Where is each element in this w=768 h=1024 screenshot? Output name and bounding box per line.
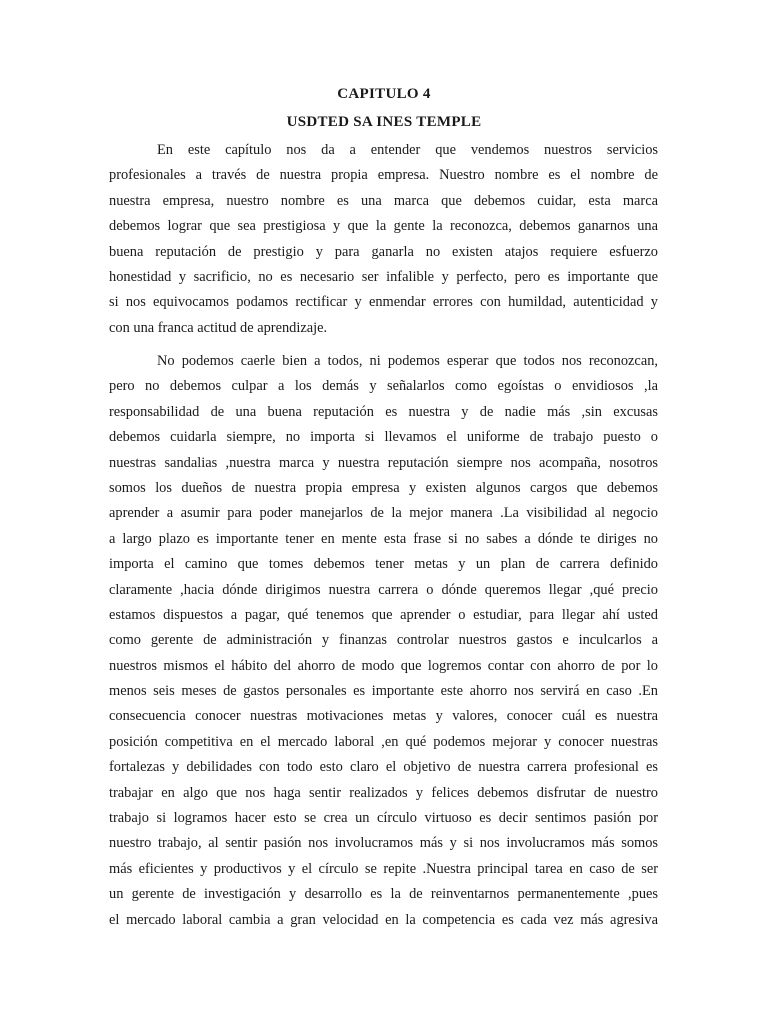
paragraph-line: fortalezas y debilidades con todo esto claro el objetivo de nuestra carrera profesional es bbox=[109, 759, 658, 776]
paragraph-line: claramente ,hacia dónde dirigimos nuestra carrera o dónde queremos llegar ,qué precio bbox=[109, 581, 658, 598]
paragraph-line: nuestros mismos el hábito del ahorro de modo que logremos contar con ahorro de por lo bbox=[109, 657, 658, 674]
paragraph-line: trabajo si logramos hacer esto se crea un círculo virtuoso es decir sentimos pasión por bbox=[109, 810, 658, 827]
paragraph-line: profesionales a través de nuestra propia empresa. Nuestro nombre es el nombre de bbox=[109, 167, 658, 184]
paragraph-line: nuestras sandalias ,nuestra marca y nuestra reputación siempre nos acompaña, nosotros bbox=[109, 454, 658, 471]
paragraph-line: honestidad y sacrificio, no es necesario ser infalible y perfecto, pero es importante que bbox=[109, 268, 658, 285]
paragraph-line: No podemos caerle bien a todos, ni podemos esperar que todos nos reconozcan, bbox=[157, 353, 658, 369]
chapter-title: CAPITULO 4 bbox=[337, 86, 431, 102]
paragraph-line: con una franca actitud de aprendizaje. bbox=[109, 319, 328, 336]
paragraph-1 bbox=[109, 138, 658, 341]
paragraph-line: aprender a asumir para poder manejarlos de la mejor manera .La visibilidad al negocio bbox=[109, 505, 658, 522]
paragraph-line: nuestro trabajo, al sentir pasión nos involucramos más y si nos involucramos más somos bbox=[109, 835, 658, 852]
paragraph-line: un gerente de investigación y desarrollo es la de reinventarnos permanentemente ,pues bbox=[109, 886, 658, 903]
paragraph-line: estamos dispuestos a pagar, qué tenemos que aprender o estudiar, para llegar ahí usted bbox=[109, 606, 658, 623]
paragraph-line: si nos equivocamos podamos rectificar y enmendar errores con humildad, autenticidad y bbox=[109, 294, 658, 311]
paragraph-line: menos seis meses de gastos personales es importante este ahorro nos servirá en caso .En bbox=[109, 683, 658, 700]
paragraph-line: pero no debemos culpar a los demás y señalarlos como egoístas o envidiosos ,la bbox=[109, 378, 658, 395]
paragraph-line: trabajar en algo que nos haga sentir realizados y felices debemos disfrutar de nuestro bbox=[109, 784, 658, 801]
paragraph-line: nuestra empresa, nuestro nombre es una marca que debemos cuidar, esta marca bbox=[109, 192, 658, 209]
paragraph-line: En este capítulo nos da a entender que vendemos nuestros servicios bbox=[157, 142, 658, 158]
paragraph-line: más eficientes y productivos y el círculo se repite .Nuestra principal tarea en caso de ser bbox=[109, 860, 658, 877]
paragraph-line: responsabilidad de una buena reputación es nuestra y de nadie más ,sin excusas bbox=[109, 403, 658, 420]
paragraph-2 bbox=[109, 349, 658, 933]
paragraph-line: consecuencia conocer nuestras motivaciones metas y valores, conocer cuál es nuestra bbox=[109, 708, 658, 725]
paragraph-line: el mercado laboral cambia a gran velocidad en la competencia es cada vez más agresiva bbox=[109, 911, 658, 928]
paragraph-line: a largo plazo es importante tener en mente esta frase si no sabes a dónde te diriges no bbox=[109, 530, 658, 547]
chapter-subtitle: USDTED SA INES TEMPLE bbox=[286, 114, 482, 130]
paragraph-line: como gerente de administración y finanzas controlar nuestros gastos e inculcarlos a bbox=[109, 632, 658, 649]
paragraph-line: debemos lograr que sea prestigiosa y que la gente la reconozca, debemos ganarnos una bbox=[109, 218, 658, 235]
paragraph-line: posición competitiva en el mercado laboral ,en qué podemos mejorar y conocer nuestras bbox=[109, 733, 658, 750]
paragraph-line: debemos cuidarla siempre, no importa si llevamos el uniforme de trabajo puesto o bbox=[109, 429, 658, 446]
paragraph-line: somos los dueños de nuestra propia empresa y existen algunos cargos que debemos bbox=[109, 479, 658, 496]
paragraph-line: importa el camino que tomes debemos tener metas y un plan de carrera definido bbox=[109, 556, 658, 573]
paragraph-line: buena reputación de prestigio y para ganarla no existen atajos requiere esfuerzo bbox=[109, 243, 658, 260]
